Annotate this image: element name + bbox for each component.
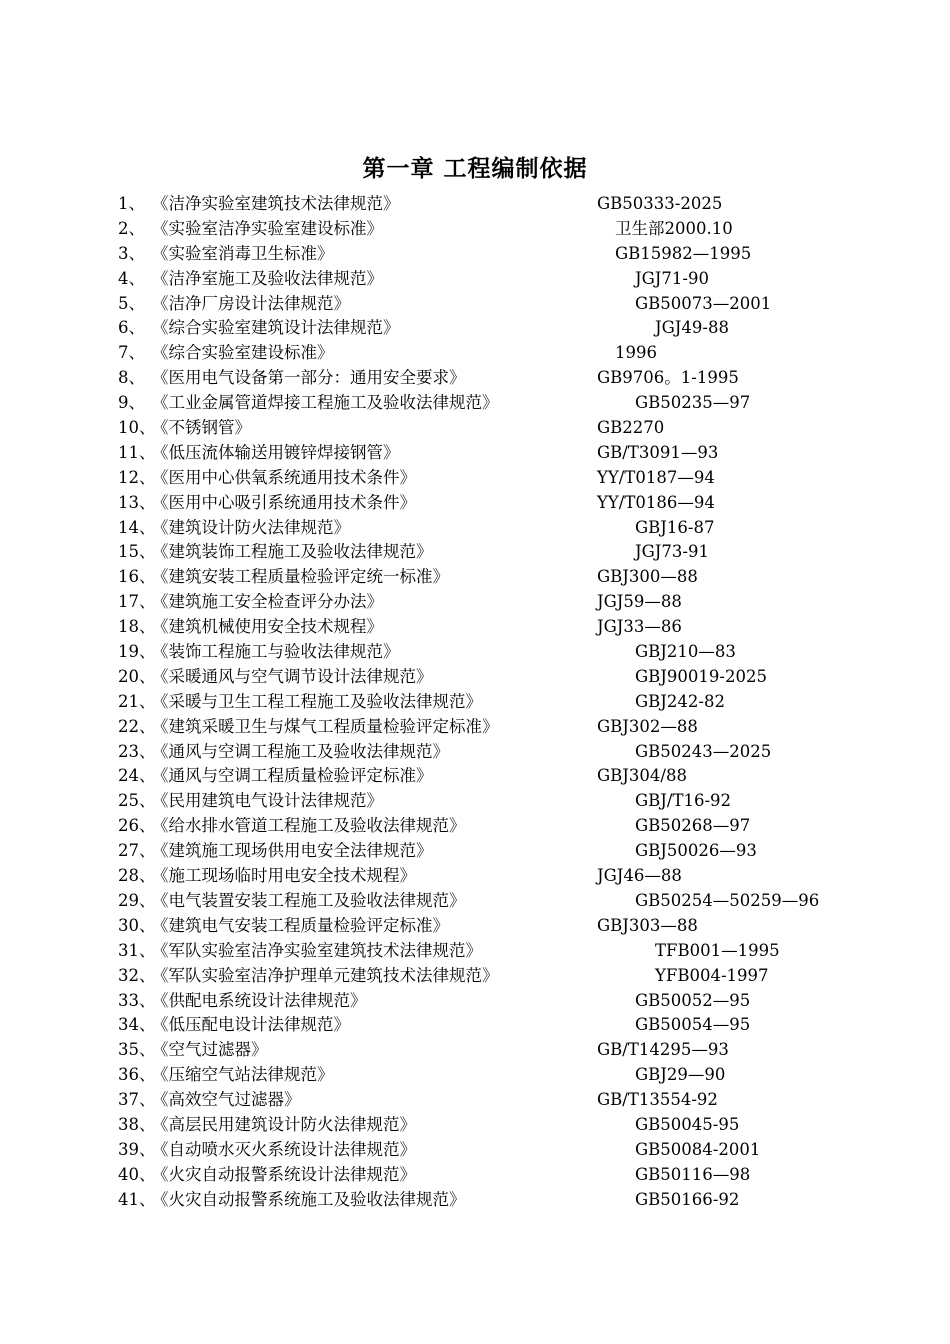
item-number: 30、 <box>118 915 156 935</box>
list-item <box>0 814 950 839</box>
standard-name: 《建筑安装工程质量检验评定统一标准》 <box>152 567 449 587</box>
list-item <box>0 1188 950 1213</box>
standard-name: 《自动喷水灭火系统设计法律规范》 <box>152 1139 416 1159</box>
list-item <box>0 1138 950 1163</box>
item-number: 17、 <box>118 592 156 612</box>
standard-code: GBJ304/88 <box>597 766 687 786</box>
item-number: 37、 <box>118 1090 156 1110</box>
standard-code: GB50243—2025 <box>635 741 772 761</box>
standard-name: 《装饰工程施工与验收法律规范》 <box>152 642 400 662</box>
item-number: 35、 <box>118 1040 156 1060</box>
standard-code: GBJ242-82 <box>635 691 725 711</box>
list-item <box>0 242 950 267</box>
standard-code: GB50166-92 <box>635 1189 740 1209</box>
standard-name: 《军队实验室洁净护理单元建筑技术法律规范》 <box>152 965 499 985</box>
list-item <box>0 839 950 864</box>
list-item <box>0 192 950 217</box>
standard-name: 《高层民用建筑设计防火法律规范》 <box>152 1114 416 1134</box>
item-number: 26、 <box>118 816 156 836</box>
standard-name: 《建筑机械使用安全技术规程》 <box>152 617 383 637</box>
standard-name: 《空气过滤器》 <box>152 1040 268 1060</box>
standard-code: GB50235—97 <box>635 393 751 413</box>
standard-name: 《洁净厂房设计法律规范》 <box>152 293 350 313</box>
list-item <box>0 316 950 341</box>
standard-code: JGJ73-91 <box>635 542 709 562</box>
item-number: 41、 <box>118 1189 156 1209</box>
standard-code: GB15982—1995 <box>615 243 752 263</box>
standard-name: 《建筑施工安全检查评分办法》 <box>152 592 383 612</box>
standard-name: 《医用中心供氧系统通用技术条件》 <box>152 467 416 487</box>
standard-code: GB50084-2001 <box>635 1139 761 1159</box>
list-item <box>0 466 950 491</box>
list-item <box>0 1088 950 1113</box>
list-item <box>0 292 950 317</box>
list-item <box>0 516 950 541</box>
list-item <box>0 1013 950 1038</box>
list-item <box>0 640 950 665</box>
item-number: 16、 <box>118 567 156 587</box>
item-number: 20、 <box>118 666 156 686</box>
standard-code: GBJ90019-2025 <box>635 666 767 686</box>
item-number: 38、 <box>118 1114 156 1134</box>
standard-code: GBJ302—88 <box>597 716 698 736</box>
item-number: 13、 <box>118 492 156 512</box>
standard-code: GB50268—97 <box>635 816 751 836</box>
standard-name: 《通风与空调工程施工及验收法律规范》 <box>152 741 449 761</box>
standard-code: GB2270 <box>597 418 665 438</box>
standard-name: 《电气装置安装工程施工及验收法律规范》 <box>152 890 466 910</box>
item-number: 5、 <box>118 293 145 313</box>
item-number: 24、 <box>118 766 156 786</box>
list-item <box>0 540 950 565</box>
item-number: 31、 <box>118 940 156 960</box>
standard-code: GBJ16-87 <box>635 517 715 537</box>
list-item <box>0 1063 950 1088</box>
list-item <box>0 789 950 814</box>
standard-code: GBJ210—83 <box>635 642 736 662</box>
standard-code: GB50054—95 <box>635 1015 751 1035</box>
standard-name: 《采暖通风与空气调节设计法律规范》 <box>152 666 433 686</box>
standard-code: GB50254—50259—96 <box>635 890 820 910</box>
standard-name: 《洁净室施工及验收法律规范》 <box>152 268 383 288</box>
item-number: 36、 <box>118 1065 156 1085</box>
standard-code: 1996 <box>615 343 657 363</box>
standard-name: 《低压配电设计法律规范》 <box>152 1015 350 1035</box>
list-item <box>0 590 950 615</box>
standard-name: 《建筑电气安装工程质量检验评定标准》 <box>152 915 449 935</box>
standard-name: 《建筑采暖卫生与煤气工程质量检验评定标准》 <box>152 716 499 736</box>
standard-code: 卫生部2000.10 <box>615 218 733 238</box>
item-number: 6、 <box>118 318 145 338</box>
standard-code: JGJ71-90 <box>635 268 709 288</box>
list-item <box>0 1113 950 1138</box>
page-title: 第一章 工程编制依据 <box>362 156 588 182</box>
item-number: 23、 <box>118 741 156 761</box>
item-number: 33、 <box>118 990 156 1010</box>
item-number: 27、 <box>118 841 156 861</box>
standard-name: 《火灾自动报警系统设计法律规范》 <box>152 1164 416 1184</box>
standard-name: 《军队实验室洁净实验室建筑技术法律规范》 <box>152 940 482 960</box>
standard-name: 《高效空气过滤器》 <box>152 1090 301 1110</box>
standard-name: 《施工现场临时用电安全技术规程》 <box>152 866 416 886</box>
item-number: 15、 <box>118 542 156 562</box>
standard-name: 《火灾自动报警系统施工及验收法律规范》 <box>152 1189 466 1209</box>
item-number: 3、 <box>118 243 145 263</box>
standard-code: JGJ46—88 <box>597 866 682 886</box>
list-item <box>0 690 950 715</box>
standards-list <box>0 192 950 1213</box>
standard-name: 《洁净实验室建筑技术法律规范》 <box>152 194 400 213</box>
list-item <box>0 939 950 964</box>
standard-name: 《综合实验室建筑设计法律规范》 <box>152 318 400 338</box>
standard-code: JGJ49-88 <box>655 318 729 338</box>
standard-name: 《建筑装饰工程施工及验收法律规范》 <box>152 542 433 562</box>
standard-code: GBJ50026—93 <box>635 841 757 861</box>
standard-name: 《不锈钢管》 <box>152 418 251 438</box>
standard-code: GB50333-2025 <box>597 194 723 213</box>
standard-name: 《压缩空气站法律规范》 <box>152 1065 334 1085</box>
list-item <box>0 565 950 590</box>
standard-code: GBJ/T16-92 <box>635 791 732 811</box>
list-item <box>0 217 950 242</box>
list-item <box>0 889 950 914</box>
item-number: 8、 <box>118 368 145 388</box>
standard-code: GB/T14295—93 <box>597 1040 729 1060</box>
standard-name: 《综合实验室建设标准》 <box>152 343 334 363</box>
item-number: 28、 <box>118 866 156 886</box>
standard-name: 《实验室洁净实验室建设标准》 <box>152 218 383 238</box>
list-item <box>0 989 950 1014</box>
list-item <box>0 366 950 391</box>
item-number: 40、 <box>118 1164 156 1184</box>
list-item <box>0 416 950 441</box>
list-item <box>0 441 950 466</box>
standard-code: GBJ300—88 <box>597 567 698 587</box>
standard-code: GB50052—95 <box>635 990 751 1010</box>
standard-code: JGJ33—86 <box>597 617 682 637</box>
standard-code: GB50045-95 <box>635 1114 740 1134</box>
list-item <box>0 615 950 640</box>
list-item <box>0 764 950 789</box>
standard-name: 《低压流体输送用镀锌焊接钢管》 <box>152 442 400 462</box>
item-number: 4、 <box>118 268 145 288</box>
standard-code: GB/T13554-92 <box>597 1090 718 1110</box>
standard-name: 《工业金属管道焊接工程施工及验收法律规范》 <box>152 393 499 413</box>
standard-code: GB/T3091—93 <box>597 442 719 462</box>
item-number: 19、 <box>118 642 156 662</box>
item-number: 1、 <box>118 194 145 213</box>
item-number: 21、 <box>118 691 156 711</box>
item-number: 10、 <box>118 418 156 438</box>
list-item <box>0 1038 950 1063</box>
list-item <box>0 1163 950 1188</box>
standard-code: GB50116—98 <box>635 1164 751 1184</box>
standard-name: 《民用建筑电气设计法律规范》 <box>152 791 383 811</box>
item-number: 39、 <box>118 1139 156 1159</box>
list-item <box>0 491 950 516</box>
standard-name: 《建筑施工现场供用电安全法律规范》 <box>152 841 433 861</box>
item-number: 32、 <box>118 965 156 985</box>
standard-name: 《给水排水管道工程施工及验收法律规范》 <box>152 816 466 836</box>
standard-code: GBJ303—88 <box>597 915 698 935</box>
list-item <box>0 864 950 889</box>
item-number: 12、 <box>118 467 156 487</box>
standard-name: 《医用中心吸引系统通用技术条件》 <box>152 492 416 512</box>
list-item <box>0 914 950 939</box>
item-number: 14、 <box>118 517 156 537</box>
item-number: 34、 <box>118 1015 156 1035</box>
item-number: 18、 <box>118 617 156 637</box>
standard-name: 《医用电气设备第一部分：通用安全要求》 <box>152 368 466 388</box>
list-item <box>0 665 950 690</box>
item-number: 11、 <box>118 442 156 462</box>
standard-code: YY/T0187—94 <box>597 467 715 487</box>
list-item <box>0 715 950 740</box>
standard-code: GB50073—2001 <box>635 293 772 313</box>
list-item <box>0 267 950 292</box>
item-number: 9、 <box>118 393 145 413</box>
standard-code: GBJ29—90 <box>635 1065 726 1085</box>
standard-name: 《供配电系统设计法律规范》 <box>152 990 367 1010</box>
item-number: 2、 <box>118 218 145 238</box>
standard-code: YY/T0186—94 <box>597 492 715 512</box>
standard-code: GB9706。1-1995 <box>597 368 739 388</box>
standard-code: TFB001—1995 <box>655 940 780 960</box>
item-number: 22、 <box>118 716 156 736</box>
standard-name: 《实验室消毒卫生标准》 <box>152 243 334 263</box>
item-number: 29、 <box>118 890 156 910</box>
list-item <box>0 740 950 765</box>
standard-name: 《通风与空调工程质量检验评定标准》 <box>152 766 433 786</box>
list-item <box>0 341 950 366</box>
item-number: 25、 <box>118 791 156 811</box>
standard-code: YFB004-1997 <box>655 965 769 985</box>
list-item <box>0 391 950 416</box>
standard-name: 《建筑设计防火法律规范》 <box>152 517 350 537</box>
standard-name: 《采暖与卫生工程工程施工及验收法律规范》 <box>152 691 482 711</box>
standard-code: JGJ59—88 <box>597 592 682 612</box>
list-item <box>0 964 950 989</box>
item-number: 7、 <box>118 343 145 363</box>
